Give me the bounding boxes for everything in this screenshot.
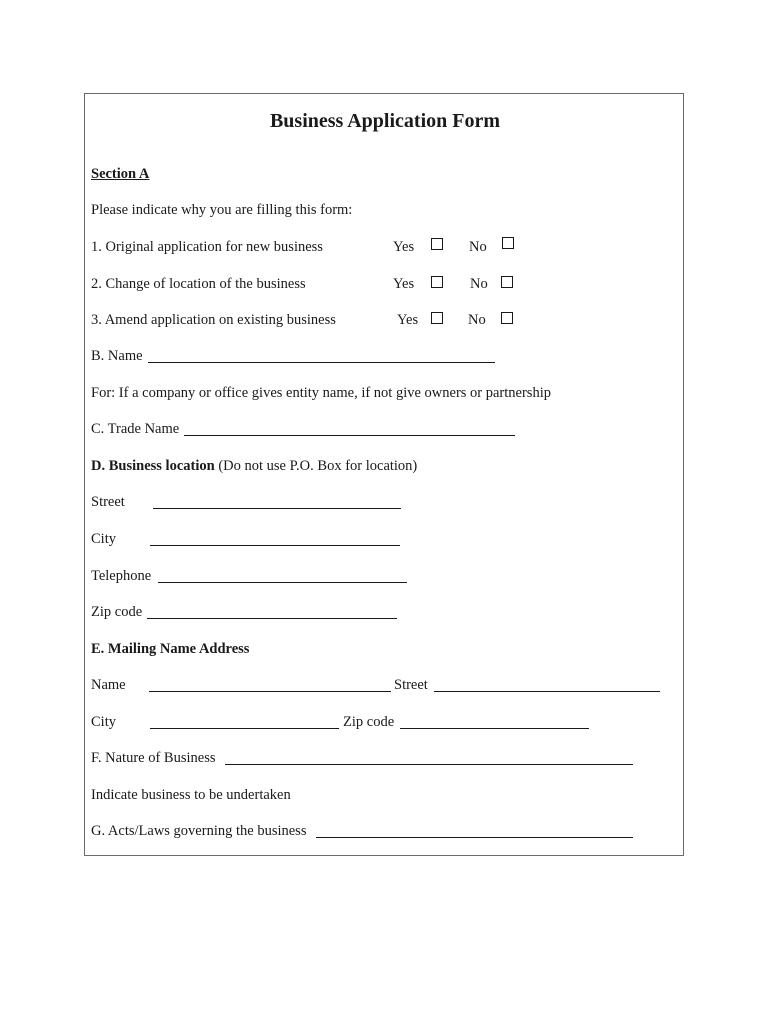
mail-city-field[interactable] [150, 728, 339, 729]
option-2-yes-checkbox[interactable] [431, 276, 443, 288]
option-2-no-label: No [470, 276, 488, 292]
mailing-heading: E. Mailing Name Address [91, 641, 250, 657]
mail-name-field[interactable] [149, 691, 391, 692]
section-a-heading: Section A [91, 166, 150, 182]
city-field[interactable] [150, 545, 400, 546]
telephone-label: Telephone [91, 568, 152, 584]
location-heading-row [91, 457, 417, 475]
option-1-no-checkbox[interactable] [502, 237, 514, 249]
trade-name-label: C. Trade Name [91, 421, 180, 437]
intro-text: Please indicate why you are filling this form: [91, 202, 353, 218]
option-2-label: 2. Change of location of the business [91, 276, 306, 292]
street-label: Street [91, 494, 125, 510]
option-2-yes-label: Yes [393, 276, 415, 292]
nature-label: F. Nature of Business [91, 750, 216, 766]
nature-field[interactable] [225, 764, 633, 765]
option-1-no-label: No [469, 239, 487, 255]
telephone-field[interactable] [158, 582, 407, 583]
acts-label: G. Acts/Laws governing the business [91, 823, 307, 839]
option-3-yes-checkbox[interactable] [431, 312, 443, 324]
trade-name-field[interactable] [184, 435, 515, 436]
mail-zip-field[interactable] [400, 728, 589, 729]
mail-zip-label: Zip code [343, 714, 395, 730]
acts-field[interactable] [316, 837, 633, 838]
mail-city-label: City [91, 714, 116, 730]
option-2-no-checkbox[interactable] [501, 276, 513, 288]
location-heading: D. Business location [91, 458, 215, 474]
option-1-label: 1. Original application for new business [91, 239, 323, 255]
option-3-yes-label: Yes [397, 312, 419, 328]
city-label: City [91, 531, 116, 547]
zip-field[interactable] [147, 618, 397, 619]
option-1-yes-checkbox[interactable] [431, 238, 443, 250]
option-3-label: 3. Amend application on existing business [91, 312, 336, 328]
indicate-label: Indicate business to be undertaken [91, 787, 291, 803]
zip-label: Zip code [91, 604, 143, 620]
form-title: Business Application Form [269, 110, 501, 132]
name-field[interactable] [148, 362, 495, 363]
mail-name-label: Name [91, 677, 126, 693]
street-field[interactable] [153, 508, 401, 509]
name-note: For: If a company or office gives entity name, if not give owners or partnership [91, 385, 551, 401]
name-label: B. Name [91, 348, 143, 364]
option-3-no-label: No [468, 312, 486, 328]
mail-street-label: Street [394, 677, 428, 693]
location-note: (Do not use P.O. Box for location) [218, 458, 418, 474]
option-3-no-checkbox[interactable] [501, 312, 513, 324]
mail-street-field[interactable] [434, 691, 660, 692]
option-1-yes-label: Yes [393, 239, 415, 255]
